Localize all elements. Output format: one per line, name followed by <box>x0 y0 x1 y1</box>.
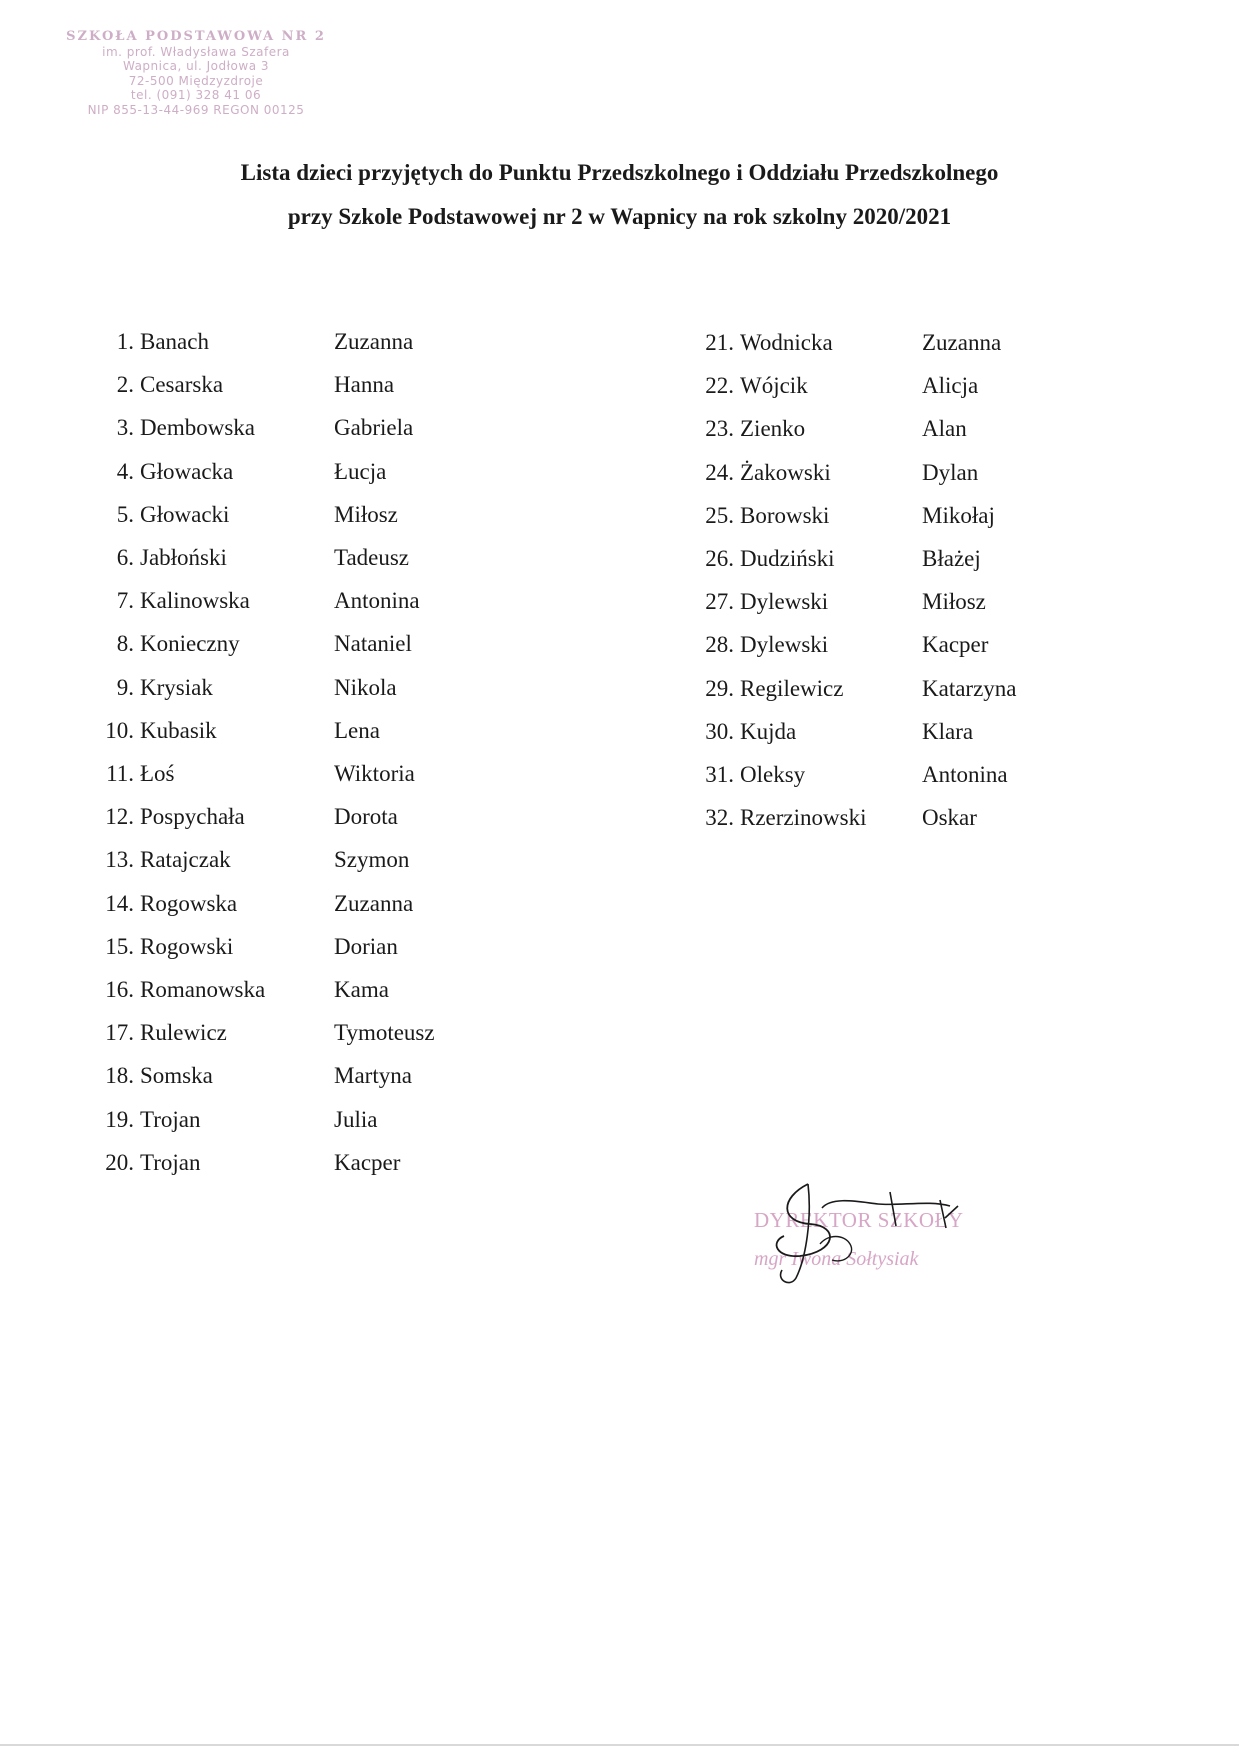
list-item-number: 26. <box>705 546 734 571</box>
list-item-number: 31. <box>705 762 734 787</box>
list-item-surname: Krysiak <box>140 674 213 700</box>
list-item-first-name: Zuzanna <box>922 330 1002 355</box>
list-item-number: 11. <box>106 761 134 786</box>
list-item-first-name: Miłosz <box>334 501 398 527</box>
list-item-first-name: Alicja <box>922 373 979 399</box>
list-item-surname: Żakowski <box>740 459 831 485</box>
list-item-number: 17. <box>105 1020 134 1046</box>
list-item-first-name: Nikola <box>334 674 397 700</box>
list-item-surname: Trojan <box>140 1106 201 1132</box>
list-item-first-name: Nataniel <box>334 631 412 657</box>
list-item-number: 12. <box>105 804 134 830</box>
list-item-surname: Somska <box>140 1063 213 1089</box>
list-item-first-name: Alan <box>922 416 967 442</box>
list-item-first-name: Martyna <box>334 1063 412 1089</box>
stamp-line: NIP 855-13-44-969 REGON 00125 <box>87 102 305 117</box>
list-item-first-name: Zuzanna <box>334 890 414 916</box>
list-item-surname: Głowacka <box>140 458 234 484</box>
list-item-number: 20. <box>105 1149 134 1175</box>
stamp-line: 72-500 Międzyzdroje <box>128 73 264 88</box>
list-item-number: 10. <box>105 717 134 743</box>
list-item-number: 16. <box>105 977 134 1002</box>
list-item-surname: Rogowska <box>140 890 238 916</box>
list-item-first-name: Julia <box>334 1106 378 1132</box>
list-item-number: 28. <box>705 632 734 658</box>
list-item-number: 24. <box>705 459 734 485</box>
list-item-number: 3. <box>116 415 134 441</box>
list-item-first-name: Antonina <box>334 588 420 614</box>
list-item-surname: Kujda <box>740 718 797 744</box>
list-item-number: 1. <box>116 329 134 354</box>
list-item-number: 8. <box>116 631 134 657</box>
document-title-line-1: Lista dzieci przyjętych do Punktu Przedszkolnego i Oddziału Przedszkolnego <box>240 160 999 185</box>
list-item-surname: Romanowska <box>140 977 266 1002</box>
stamp-line: SZKOŁA PODSTAWOWA NR 2 <box>66 29 326 44</box>
list-item-first-name: Hanna <box>334 372 395 398</box>
list-item-first-name: Miłosz <box>922 589 986 615</box>
list-item-number: 5. <box>116 501 134 527</box>
list-item-number: 25. <box>705 502 734 528</box>
list-item-first-name: Lena <box>334 717 380 743</box>
list-item-number: 7. <box>116 588 134 614</box>
list-item-number: 30. <box>705 718 734 744</box>
list-item-surname: Dembowska <box>140 415 255 441</box>
scan-edge-line <box>0 1744 1239 1746</box>
list-item-number: 4. <box>116 458 134 484</box>
list-item-number: 9. <box>116 674 134 700</box>
list-item-surname: Łoś <box>140 761 175 786</box>
list-item-surname: Pospychała <box>140 804 245 830</box>
list-item-number: 18. <box>105 1063 134 1089</box>
list-item-surname: Dudziński <box>740 546 835 571</box>
list-item-number: 2. <box>116 372 134 398</box>
list-item-surname: Rzerzinowski <box>740 805 867 831</box>
stamp-line: Wapnica, ul. Jodłowa 3 <box>122 59 270 73</box>
list-item-first-name: Szymon <box>334 847 410 873</box>
list-item-first-name: Klara <box>922 718 974 744</box>
list-item-number: 21. <box>705 330 734 355</box>
signature-name: mgr Iwona Sołtysiak <box>754 1248 919 1270</box>
list-item-number: 14. <box>105 890 134 916</box>
list-item-first-name: Mikołaj <box>922 502 995 528</box>
list-item-first-name: Dylan <box>922 459 979 485</box>
list-item-first-name: Dorota <box>334 804 398 830</box>
list-item-number: 6. <box>116 545 134 570</box>
list-item-surname: Jabłoński <box>140 545 227 570</box>
list-item-surname: Wójcik <box>740 373 808 399</box>
list-item-surname: Banach <box>140 329 209 354</box>
list-item-first-name: Kacper <box>922 632 989 658</box>
list-item-surname: Kubasik <box>140 717 217 743</box>
list-item-first-name: Zuzanna <box>334 329 414 354</box>
school-stamp <box>46 30 346 117</box>
list-item-surname: Trojan <box>140 1149 201 1175</box>
list-item-number: 27. <box>705 589 734 615</box>
list-item-first-name: Dorian <box>334 933 398 959</box>
list-item-number: 15. <box>105 933 134 959</box>
list-item-number: 29. <box>705 675 734 701</box>
list-item-surname: Borowski <box>740 502 830 528</box>
list-item-surname: Oleksy <box>740 762 806 787</box>
list-item-first-name: Gabriela <box>334 415 414 441</box>
list-item-first-name: Oskar <box>922 805 977 831</box>
list-item-surname: Dylewski <box>740 589 829 615</box>
stamp-line: im. prof. Władysława Szafera <box>102 44 290 59</box>
list-item-number: 22. <box>705 373 734 399</box>
list-item-number: 23. <box>705 416 734 442</box>
list-item-number: 32. <box>705 805 734 831</box>
document-title-line-2: przy Szkole Podstawowej nr 2 w Wapnicy na rok szkolny 2020/2021 <box>287 204 952 229</box>
list-item-first-name: Błażej <box>922 546 981 571</box>
list-item-first-name: Kacper <box>334 1149 401 1175</box>
list-item-first-name: Wiktoria <box>334 761 415 786</box>
list-item-surname: Dylewski <box>740 632 829 658</box>
list-item-first-name: Katarzyna <box>922 675 1017 701</box>
list-item-surname: Rogowski <box>140 933 234 959</box>
list-item-surname: Wodnicka <box>740 330 833 355</box>
signature-role: DYREKTOR SZKOŁY <box>754 1208 964 1232</box>
list-item-first-name: Antonina <box>922 762 1008 787</box>
list-item-first-name: Łucja <box>334 458 387 484</box>
list-item-number: 13. <box>105 847 134 873</box>
list-item-first-name: Tymoteusz <box>334 1020 435 1046</box>
list-item-surname: Konieczny <box>140 631 240 657</box>
list-item-surname: Kalinowska <box>140 588 250 614</box>
list-item-number: 19. <box>105 1106 134 1132</box>
list-item-surname: Głowacki <box>140 501 230 527</box>
list-item-first-name: Tadeusz <box>334 545 410 570</box>
list-item-first-name: Kama <box>334 977 389 1002</box>
list-item-surname: Cesarska <box>140 372 224 398</box>
handwritten-signature-icon <box>740 1178 1040 1288</box>
list-item-surname: Regilewicz <box>740 675 844 701</box>
list-item-surname: Ratajczak <box>140 847 231 873</box>
list-item-surname: Rulewicz <box>140 1020 227 1046</box>
stamp-line: tel. (091) 328 41 06 <box>130 88 262 102</box>
signature-block <box>740 1178 1040 1288</box>
list-item-surname: Zienko <box>740 416 806 442</box>
